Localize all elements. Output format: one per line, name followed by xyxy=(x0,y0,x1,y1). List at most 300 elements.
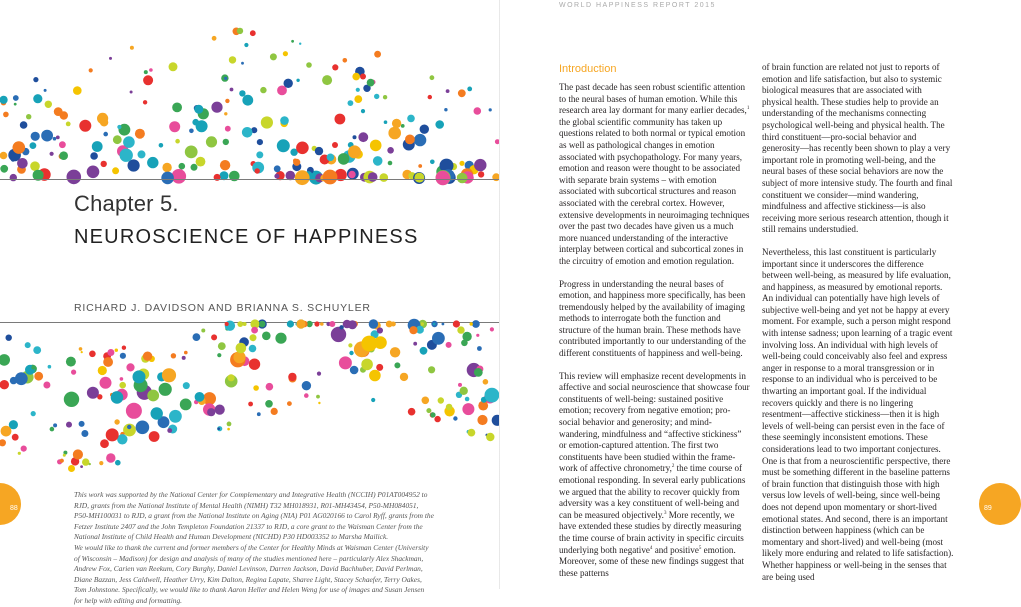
decorative-dot xyxy=(250,30,256,36)
decorative-dot xyxy=(242,127,253,138)
decorative-dot xyxy=(169,121,180,132)
decorative-dot xyxy=(182,356,186,360)
decorative-dot xyxy=(348,100,354,106)
decorative-dot xyxy=(100,377,112,389)
decorative-dot xyxy=(169,62,178,71)
decorative-dot xyxy=(112,167,119,174)
footnote-ref[interactable]: 4 xyxy=(649,545,653,551)
decorative-dot xyxy=(255,168,260,173)
decorative-dot xyxy=(66,122,71,127)
decorative-dot xyxy=(12,141,25,154)
decorative-dot xyxy=(126,363,134,371)
decorative-dot xyxy=(414,173,424,183)
paragraph: Progress in understanding the neural bases of emotion, and happiness more specifically, has been tremendously helped by the availability of imaging methods to interrogate both the function and structure of the human brain. These methods have contributed importantly to our understanding of the different constituents of happiness and well-being. xyxy=(559,278,746,359)
decorative-dot xyxy=(388,127,401,140)
decorative-dot xyxy=(227,428,230,431)
decorative-dot xyxy=(179,163,186,170)
decorative-dot xyxy=(0,165,8,173)
decorative-dot xyxy=(317,372,321,376)
decorative-dot xyxy=(175,139,180,144)
decorative-dot xyxy=(465,397,470,402)
decorative-dot xyxy=(120,377,124,381)
decorative-dot xyxy=(41,130,53,142)
decorative-dot xyxy=(467,175,474,182)
decorative-dot xyxy=(348,343,352,347)
decorative-dot xyxy=(293,159,300,166)
decorative-dot xyxy=(361,359,373,371)
page-number-right: 89 xyxy=(984,505,992,512)
decorative-dot xyxy=(360,74,366,80)
decorative-dot xyxy=(206,136,217,147)
decorative-dot xyxy=(185,146,198,159)
decorative-dot xyxy=(135,129,145,139)
decorative-dot xyxy=(474,159,486,171)
decorative-dot xyxy=(260,87,266,93)
decorative-dot xyxy=(115,349,118,352)
footnote-ref[interactable]: 2 xyxy=(671,464,675,470)
decorative-dot xyxy=(114,419,119,424)
decorative-dot xyxy=(361,109,365,113)
decorative-dot xyxy=(143,75,153,85)
decorative-dot xyxy=(128,159,140,171)
decorative-dot xyxy=(109,57,112,60)
decorative-dots-bottom xyxy=(0,320,500,490)
decorative-dot xyxy=(71,370,76,375)
decorative-dot xyxy=(430,160,435,165)
decorative-dot xyxy=(97,113,108,124)
decorative-dot xyxy=(392,119,401,128)
decorative-dot xyxy=(490,327,494,331)
decorative-dot xyxy=(89,68,93,72)
decorative-dot xyxy=(250,334,257,341)
decorative-dot xyxy=(119,382,126,389)
decorative-dot xyxy=(304,393,309,398)
decorative-dot xyxy=(60,459,64,463)
decorative-dot xyxy=(0,96,8,104)
decorative-dot xyxy=(371,398,375,402)
decorative-dot xyxy=(184,351,188,355)
decorative-dot xyxy=(130,46,134,50)
decorative-dot xyxy=(458,89,466,97)
decorative-dot xyxy=(350,366,359,375)
decorative-dot xyxy=(277,86,287,96)
decorative-dot xyxy=(79,120,91,132)
decorative-dot xyxy=(33,77,38,82)
decorative-dot xyxy=(229,56,236,63)
decorative-dot xyxy=(401,124,405,128)
decorative-dot xyxy=(223,139,229,145)
section-heading: Introduction xyxy=(559,63,617,75)
decorative-dot xyxy=(228,374,235,381)
decorative-dot xyxy=(80,465,83,468)
decorative-dot xyxy=(33,94,42,103)
decorative-dot xyxy=(138,150,146,158)
decorative-dot xyxy=(369,319,378,328)
decorative-dot xyxy=(212,36,217,41)
decorative-dot xyxy=(59,141,66,148)
decorative-dot xyxy=(370,140,382,152)
decorative-dot xyxy=(122,346,126,350)
decorative-dot xyxy=(316,395,320,399)
decorative-dot xyxy=(151,407,163,419)
decorative-dot xyxy=(332,64,338,70)
decorative-dot xyxy=(257,139,263,145)
funding-footnote: This work was supported by the National Center for Complementary and Integrative Health (NCCIH) P01AT004952 to RJD, grants from the National Institute of Mental Health (NIMH) T32 MH018931, R01-MH43454, P50-MH084051, P50-MH100031 to RJD, a grant from the National Institute on Aging (NIA) P01 AG020166 to Carol Ryff, grants from the Fetzer Institute 2407 and the John Templeton Foundation 21337 to RJD, a core grant to the Waisman Center from the National Institute of Child Health and Human Development (NICHD) P30 HD003352 to Marsha Mailick. xyxy=(74,490,434,542)
decorative-dot xyxy=(64,392,79,407)
decorative-dot xyxy=(256,151,263,158)
decorative-dot xyxy=(14,103,17,106)
decorative-dot xyxy=(453,416,457,420)
decorative-dot xyxy=(459,161,464,166)
decorative-dot xyxy=(280,116,289,125)
decorative-dot xyxy=(405,135,415,145)
decorative-dot xyxy=(161,172,174,185)
decorative-dot xyxy=(92,141,103,152)
decorative-dot xyxy=(149,431,160,442)
decorative-dot xyxy=(420,125,429,134)
decorative-dot xyxy=(26,114,31,119)
decorative-dot xyxy=(356,88,360,92)
paragraph: Nevertheless, this last constituent is particularly important since it underscores the difference between well-being, as measured by life evaluation, and happiness, as measured by emotional reports. An individual can potentially have high levels of subjective well-being and yet not be happy at every moment. For example, such a person might respond with intense sadness; upon learning of a tragic event involving loss. An individual with high levels of well-being could conceivably also feel and express anger in response to a moral transgression or in response to an individual who is perceived to be thwarting an important goal. If the individual recovers quickly and there is no lingering resentment—affective stickiness—then it is high levels of well-being can persist even in the face of these seemingly inconsistent emotions. These considerations lead to two important conjectures. One is that from a neuroscientific perspective, there must be something different in the baseline patterns of brain function that distinguish those with high versus low levels of well-being, since well-being does not depend upon momentary or short-lived emotional states. And second, there is an important distinction between happiness (which can be momentary and short-lived) and well-being (most likely more enduring and related to life satisfaction). Whether happiness or well-being in the senses that are being used xyxy=(762,246,954,582)
decorative-dot xyxy=(296,79,299,82)
decorative-dot xyxy=(20,121,28,129)
decorative-dot xyxy=(68,465,75,472)
decorative-dot xyxy=(253,385,259,391)
decorative-dot xyxy=(123,136,135,148)
decorative-dot xyxy=(291,40,294,43)
decorative-dot xyxy=(63,454,66,457)
decorative-dot xyxy=(106,453,115,462)
decorative-dot xyxy=(318,402,320,404)
decorative-dot xyxy=(348,145,361,158)
decorative-dot xyxy=(251,327,258,334)
decorative-dot xyxy=(460,387,468,395)
decorative-dot xyxy=(462,403,474,415)
decorative-dot xyxy=(257,412,261,416)
decorative-dot xyxy=(299,43,301,45)
decorative-dot xyxy=(117,125,121,129)
decorative-dot xyxy=(373,156,383,166)
decorative-dot xyxy=(224,77,227,80)
decorative-dot xyxy=(380,173,389,182)
decorative-dot xyxy=(474,368,483,377)
decorative-dot xyxy=(53,137,57,141)
decorative-dot xyxy=(48,365,52,369)
decorative-dot xyxy=(1,426,12,437)
decorative-dot xyxy=(67,170,82,185)
decorative-dot xyxy=(270,53,277,60)
decorative-dot xyxy=(361,336,377,352)
decorative-dot xyxy=(103,132,108,137)
chapter-number: Chapter 5. xyxy=(74,191,179,216)
decorative-dot xyxy=(418,164,422,168)
divider-rule-top xyxy=(0,179,500,180)
decorative-dot xyxy=(384,120,388,124)
decorative-dot xyxy=(408,408,416,416)
decorative-dot xyxy=(6,335,12,341)
decorative-dot xyxy=(89,463,91,465)
decorative-dot xyxy=(0,354,10,366)
decorative-dot xyxy=(261,116,273,128)
footnote-ref[interactable]: 1 xyxy=(746,106,750,112)
decorative-dot xyxy=(483,379,489,385)
decorative-dot xyxy=(115,460,121,466)
decorative-dot xyxy=(100,439,109,448)
page-number-left: 88 xyxy=(10,505,18,512)
left-page xyxy=(0,0,500,605)
decorative-dot xyxy=(243,322,247,326)
decorative-dot xyxy=(217,353,221,357)
running-head: WORLD HAPPINESS REPORT 2015 xyxy=(559,2,716,9)
decorative-dot xyxy=(283,51,288,56)
decorative-dot xyxy=(262,332,271,341)
decorative-dot xyxy=(241,62,244,65)
decorative-dot xyxy=(82,458,89,465)
decorative-dot xyxy=(120,149,133,162)
decorative-dot xyxy=(45,101,52,108)
decorative-dot xyxy=(127,425,131,429)
decorative-dot xyxy=(66,357,76,367)
decorative-dot xyxy=(275,333,286,344)
decorative-dot xyxy=(30,142,37,149)
decorative-dot xyxy=(218,342,226,350)
decorative-dot xyxy=(211,102,222,113)
decorative-dot xyxy=(18,452,21,455)
decorative-dot xyxy=(248,402,253,407)
decorative-dot xyxy=(31,411,36,416)
decorative-dot xyxy=(352,73,360,81)
decorative-dot xyxy=(413,342,417,346)
decorative-dot xyxy=(368,172,378,182)
decorative-dot xyxy=(472,320,480,328)
decorative-dot xyxy=(196,120,208,132)
decorative-dot xyxy=(34,372,43,381)
decorative-dot xyxy=(259,321,266,328)
decorative-dot xyxy=(10,174,17,181)
decorative-dot xyxy=(470,322,473,325)
decorative-dot xyxy=(130,91,133,94)
decorative-dot xyxy=(17,158,28,169)
decorative-dot xyxy=(193,333,201,341)
decorative-dot xyxy=(31,132,40,141)
decorative-dot xyxy=(15,372,28,385)
decorative-dot xyxy=(374,94,379,99)
decorative-dot xyxy=(485,388,500,403)
decorative-dot xyxy=(201,329,205,333)
decorative-dot xyxy=(13,95,19,101)
decorative-dot xyxy=(444,108,447,111)
decorative-dot xyxy=(478,171,484,177)
decorative-dot xyxy=(434,416,440,422)
decorative-dot xyxy=(167,428,172,433)
decorative-dot xyxy=(407,115,415,123)
decorative-dot xyxy=(12,434,19,441)
decorative-dot xyxy=(249,359,260,370)
decorative-dot xyxy=(476,334,479,337)
decorative-dot xyxy=(53,423,57,427)
decorative-dot xyxy=(172,103,182,113)
decorative-dot xyxy=(420,347,428,355)
decorative-dot xyxy=(320,322,324,326)
decorative-dot xyxy=(99,461,103,465)
decorative-dot xyxy=(159,383,172,396)
decorative-dot xyxy=(56,136,60,140)
decorative-dot xyxy=(376,364,383,371)
decorative-dot xyxy=(230,88,234,92)
decorative-dot xyxy=(106,428,119,441)
decorative-dot xyxy=(446,89,450,93)
text-column-right xyxy=(762,62,954,594)
decorative-dot xyxy=(162,163,171,172)
decorative-dot xyxy=(126,403,142,419)
decorative-dot xyxy=(446,404,453,411)
decorative-dot xyxy=(468,429,476,437)
decorative-dot xyxy=(81,430,88,437)
decorative-dot xyxy=(315,147,323,155)
decorative-dot xyxy=(457,326,464,333)
decorative-dot xyxy=(133,370,146,383)
decorative-dot xyxy=(400,373,408,381)
decorative-dot xyxy=(374,51,381,58)
decorative-dot xyxy=(215,405,225,415)
decorative-dot xyxy=(338,153,350,165)
decorative-dot xyxy=(409,326,417,334)
decorative-dot xyxy=(171,353,176,358)
decorative-dot xyxy=(136,421,150,435)
decorative-dot xyxy=(225,126,231,132)
decorative-dot xyxy=(73,86,82,95)
decorative-dot xyxy=(143,352,152,361)
decorative-dot xyxy=(428,366,435,373)
decorative-dot xyxy=(162,368,176,382)
decorative-dot xyxy=(265,400,273,408)
decorative-dot xyxy=(111,391,124,404)
decorative-dot xyxy=(98,366,107,375)
decorative-dot xyxy=(458,383,462,387)
decorative-dot xyxy=(180,399,192,411)
text-column-left xyxy=(559,82,751,590)
decorative-dot xyxy=(239,90,245,96)
decorative-dot xyxy=(31,365,35,369)
decorative-dot xyxy=(50,427,55,432)
authors-byline: RICHARD J. DAVIDSON AND BRIANNA S. SCHUYLER xyxy=(74,302,371,314)
acknowledgements-footnote: We would like to thank the current and former members of the Center for Healthy Minds at Waisman Center (University of Wisconsin – Madison) for design and analysis of many of the studies mentioned here – particularly Alex Shackman, Andrew Fox, Carien van Reekum, Cory Burghy, Daniel Levinson, Darren Jackson, David Bachhuber, David Perlman, Diane Bazzan, Jess Caldwell, Heather Urry, Kim Dalton, Regina Lapate, Sharee Light, Stacey Schaefer, Terry Oakes, Tom Johnstone. Specifically, we would like to thank Aaron Heller and Helen Weng for use of images and Susan Jensen for help with editing and formatting. xyxy=(74,543,429,605)
decorative-dot xyxy=(21,446,27,452)
decorative-dot xyxy=(211,334,217,340)
paragraph: This review will emphasize recent developments in affective and social neuroscience that showcase four constituents of well-being: sustained positive emotion; recovery from negative emotion; pro-social behavior and generosity; and mind-wandering, mindfulness and “affective stickiness” or emotion-captured attention. The first two constituents have been studied within the frame-work of affective chronometry,$^2$ the time course of emotional responding. In several early publications we argued that the ability to recover quickly from adversity was a key constituent of well-being and can be measured objectively.$^3$ More recently, we have extended these studies by directly measuring the time course of brain activity in specific circuits underlying both negative$^4$ and positive$^5$ emotion. Moreover, some of these new findings suggest that these patterns xyxy=(559,370,750,578)
paragraph: The past decade has seen robust scientific attention to the neural bases of human emotion. While this research area lay dormant for many earlier decades,$^1$ the global scientific community has taken up questions related to both normal or typical emotion as well as pathological changes in emotion associated with psychopathology. For many years, emotion and reason were thought to be associated with separate brain systems – with emotion associated with subcortical structures and reason associated with the cerebral cortex. However, extensive developments in neuroimaging techniques over the past two decades have given us a much more nuanced understanding of the interactive interplay between cortical and subcortical zones in the circuitry of emotion and emotion regulation. xyxy=(559,82,750,266)
decorative-dot xyxy=(59,151,68,160)
decorative-dot xyxy=(225,99,229,103)
decorative-dot xyxy=(217,427,220,430)
decorative-dot xyxy=(90,152,98,160)
decorative-dot xyxy=(438,397,444,403)
decorative-dot xyxy=(369,370,381,382)
decorative-dot xyxy=(73,449,83,459)
decorative-dot xyxy=(143,100,147,104)
decorative-dot xyxy=(101,161,107,167)
decorative-dot xyxy=(296,142,309,155)
decorative-dot xyxy=(244,43,248,47)
footnote-ref[interactable]: 5 xyxy=(698,545,702,551)
decorative-dot xyxy=(191,164,198,171)
decorative-dot xyxy=(147,157,158,168)
decorative-dot xyxy=(367,79,375,87)
decorative-dot xyxy=(344,322,348,326)
decorative-dot xyxy=(420,322,424,326)
decorative-dot xyxy=(446,342,452,348)
decorative-dot xyxy=(87,166,100,179)
decorative-dot xyxy=(383,95,387,99)
decorative-dot xyxy=(430,75,435,80)
decorative-dot xyxy=(295,170,310,185)
decorative-dot xyxy=(11,157,16,162)
decorative-dot xyxy=(436,171,450,185)
decorative-dot xyxy=(433,323,436,326)
decorative-dot xyxy=(353,135,357,139)
decorative-dot xyxy=(390,347,400,357)
decorative-dot xyxy=(44,89,47,92)
decorative-dot xyxy=(477,346,482,351)
decorative-dot xyxy=(467,87,472,92)
decorative-dot xyxy=(30,161,40,171)
decorative-dot xyxy=(323,170,338,185)
decorative-dot xyxy=(354,95,362,103)
decorative-dot xyxy=(149,68,153,72)
decorative-dot xyxy=(237,28,243,34)
decorative-dot xyxy=(422,397,430,405)
decorative-dot xyxy=(302,381,311,390)
decorative-dot xyxy=(266,383,274,391)
decorative-dots-top xyxy=(0,0,500,182)
decorative-dot xyxy=(79,347,83,351)
decorative-dot xyxy=(322,75,332,85)
decorative-dot xyxy=(332,142,338,148)
decorative-dot xyxy=(287,320,294,327)
decorative-dot xyxy=(287,401,292,406)
decorative-dot xyxy=(224,112,227,115)
decorative-dot xyxy=(113,135,122,144)
decorative-dot xyxy=(4,113,8,117)
decorative-dot xyxy=(242,95,253,106)
decorative-dot xyxy=(89,351,96,358)
decorative-dot xyxy=(220,160,230,170)
decorative-dot xyxy=(348,171,355,178)
decorative-dot xyxy=(358,132,368,142)
decorative-dot xyxy=(435,120,444,129)
decorative-dot xyxy=(66,422,72,428)
decorative-dot xyxy=(79,421,85,427)
decorative-dot xyxy=(428,95,432,99)
decorative-dot xyxy=(0,380,9,389)
decorative-dot xyxy=(306,62,312,68)
decorative-dot xyxy=(196,157,206,167)
decorative-dot xyxy=(386,321,393,328)
decorative-dot xyxy=(50,152,54,156)
decorative-dot xyxy=(0,152,7,160)
decorative-dot xyxy=(296,319,305,328)
footnote-ref[interactable]: 3 xyxy=(663,510,667,516)
decorative-dot xyxy=(237,321,243,327)
decorative-dot xyxy=(43,382,50,389)
decorative-dot xyxy=(87,387,99,399)
decorative-dot xyxy=(107,349,114,356)
decorative-dot xyxy=(33,346,41,354)
decorative-dot xyxy=(288,373,296,381)
decorative-dot xyxy=(339,325,343,329)
decorative-dot xyxy=(144,70,148,74)
decorative-dot xyxy=(489,108,492,111)
